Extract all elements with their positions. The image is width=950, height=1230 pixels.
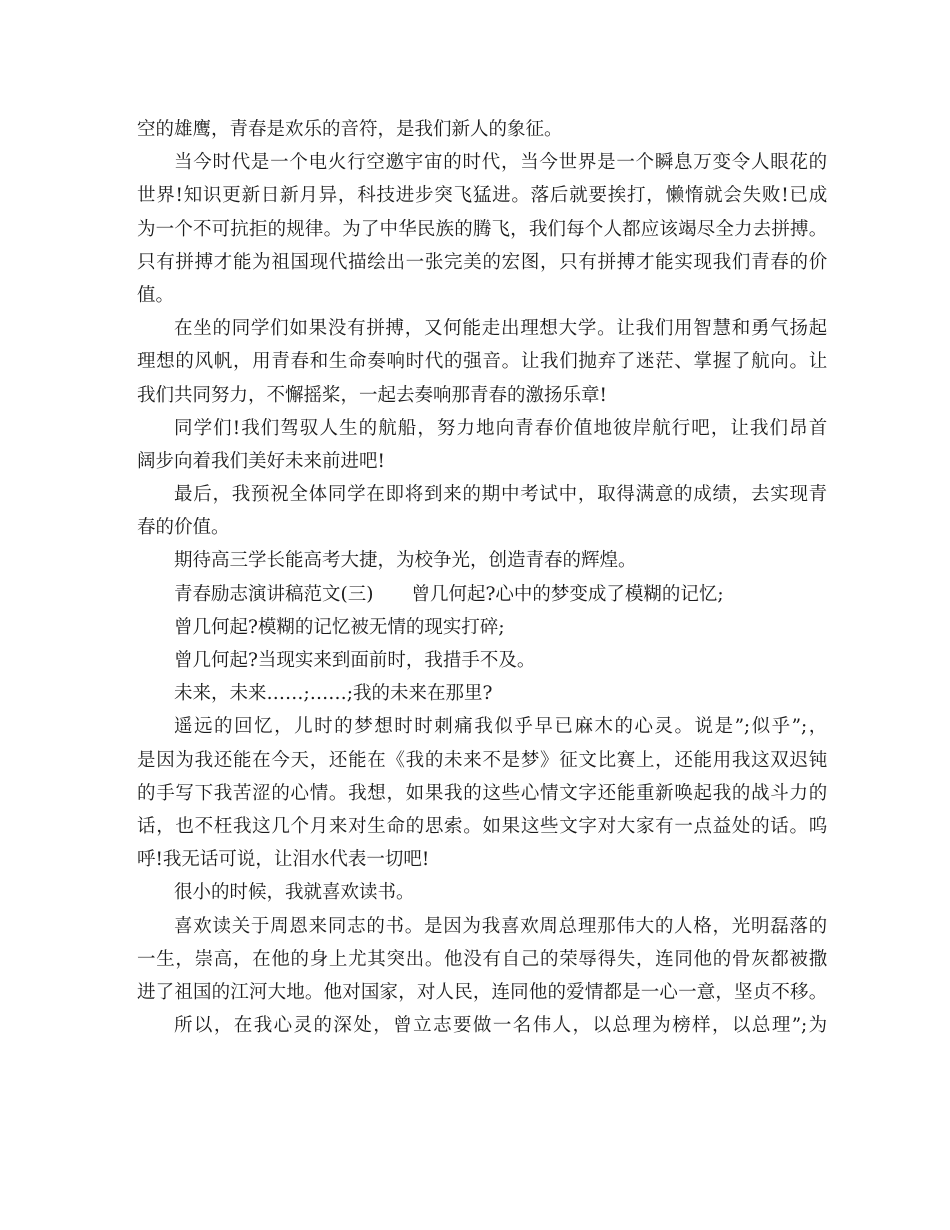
text-line: 所以，在我心灵的深处，曾立志要做一名伟人，以总理为榜样，以总理”;为 [174, 1015, 827, 1037]
text-line: 最后，我预祝全体同学在即将到来的期中考试中，取得满意的成绩，去实现青 [174, 484, 827, 506]
text-line: 话，也不枉我这几个月来对生命的思索。如果这些文字对大家有一点益处的话。呜 [137, 815, 827, 837]
text-line: 春的价值。 [137, 517, 230, 539]
text-line: 一生，崇高，在他的身上尤其突出。他没有自己的荣辱得失，连同他的骨灰都被撒 [137, 948, 827, 970]
text-line: 为一个不可抗拒的规律。为了中华民族的腾飞，我们每个人都应该竭尽全力去拼搏。 [137, 218, 827, 240]
text-line: 理想的风帆，用青春和生命奏响时代的强音。让我们抛弃了迷茫、掌握了航向。让 [137, 351, 827, 373]
text-line: 进了祖国的江河大地。他对国家，对人民，连同他的爱情都是一心一意，坚贞不移。 [137, 981, 827, 1003]
text-line: 世界!知识更新日新月异，科技进步突飞猛进。落后就要挨打，懒惰就会失败!已成 [137, 185, 827, 207]
text-line: 曾几何起?当现实来到面前时，我措手不及。 [174, 650, 536, 671]
text-line: 的手写下我苦涩的心情。我想，如果我的这些心情文字还能重新唤起我的战斗力的 [137, 782, 827, 804]
text-line: 很小的时候，我就喜欢读书。 [174, 882, 415, 904]
text-line: 曾几何起?模糊的记忆被无情的现实打碎; [174, 616, 505, 638]
text-line: 喜欢读关于周恩来同志的书。是因为我喜欢周总理那伟大的人格，光明磊落的 [174, 915, 827, 937]
text-line: 未来，未来……;……;我的未来在那里? [174, 683, 493, 705]
text-line: 值。 [137, 284, 175, 306]
text-line: 是因为我还能在今天，还能在《我的未来不是梦》征文比赛上，还能用我这双迟钝 [137, 749, 827, 771]
text-line: 只有拼搏才能为祖国现代描绘出一张完美的宏图，只有拼搏才能实现我们青春的价 [137, 251, 827, 273]
text-line: 同学们!我们驾驭人生的航船，努力地向青春价值地彼岸航行吧，让我们昂首 [174, 417, 827, 439]
text-line: 我们共同努力，不懈摇桨，一起去奏响那青春的激扬乐章! [137, 384, 607, 406]
body-text [137, 113, 827, 1042]
section-heading: 青春励志演讲稿范文(三) [174, 583, 374, 605]
text-line: 在坐的同学们如果没有拼搏，又何能走出理想大学。让我们用智慧和勇气扬起 [174, 318, 827, 340]
text-line: 期待高三学长能高考大捷，为校争光，创造青春的辉煌。 [174, 550, 637, 572]
text-line: 当今时代是一个电火行空邀宇宙的时代，当今世界是一个瞬息万变令人眼花的 [174, 152, 827, 174]
text-fragment: 曾几何起?心中的梦变成了模糊的记忆; [411, 583, 724, 605]
text-line [137, 578, 827, 611]
text-line: 阔步向着我们美好未来前进吧! [137, 450, 385, 472]
text-line: 呼!我无话可说，让泪水代表一切吧! [137, 849, 430, 871]
text-line: 空的雄鹰，青春是欢乐的音符，是我们新人的象征。 [137, 119, 563, 140]
text-line: 遥远的回忆，儿时的梦想时时刺痛我似乎早已麻木的心灵。说是”;似乎”;， [174, 716, 827, 738]
